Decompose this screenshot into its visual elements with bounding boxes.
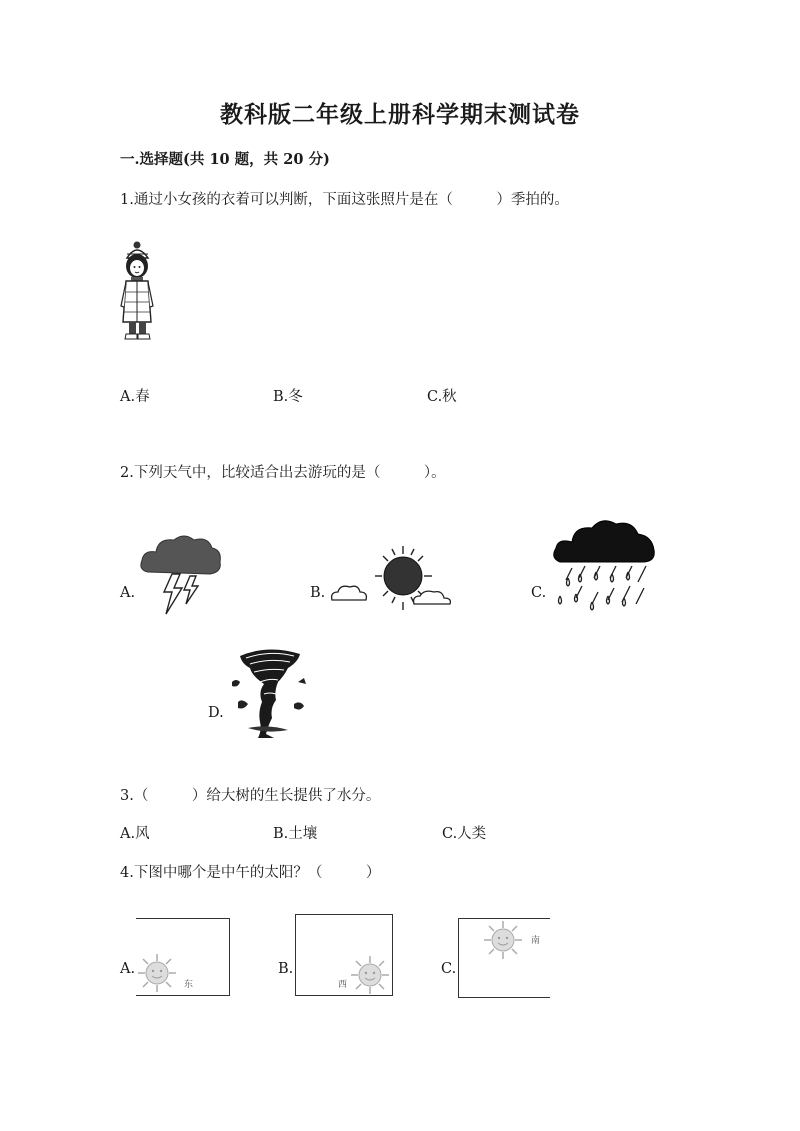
q3-option-a[interactable]: A.风: [120, 826, 150, 842]
girl-winter-image: [118, 240, 160, 342]
q4-option-c[interactable]: C.: [441, 961, 457, 977]
question-2: 2.下列天气中，比较适合出去游玩的是（ ）。: [120, 465, 446, 481]
direction-label-south: 南: [531, 936, 541, 946]
heavy-rain-icon: [552, 516, 658, 618]
section-heading: 一.选择题(共 10 题，共 20 分): [120, 151, 330, 168]
q2-option-a[interactable]: A.: [120, 585, 136, 601]
q2-option-d[interactable]: D.: [208, 705, 224, 721]
q2-option-c[interactable]: C.: [531, 585, 547, 601]
sun-icon: [350, 955, 390, 995]
q2-option-b[interactable]: B.: [310, 585, 326, 601]
q3-option-b[interactable]: B.土壤: [273, 826, 318, 842]
q1-option-c[interactable]: C.秋: [427, 389, 457, 405]
direction-label-east: 东: [184, 980, 194, 990]
q3-option-c[interactable]: C.人类: [442, 826, 487, 842]
tornado-icon: [228, 642, 312, 740]
sunny-icon: [328, 544, 452, 616]
sun-position-box-a: [136, 918, 230, 996]
question-3: 3.（ ）给大树的生长提供了水分。: [120, 788, 381, 804]
sun-position-box-c: [458, 918, 550, 998]
page-title: 教科版二年级上册科学期末测试卷: [220, 101, 580, 128]
direction-label-west: 西: [338, 980, 348, 990]
question-4: 4.下图中哪个是中午的太阳？（ ）: [120, 865, 381, 881]
question-1: 1.通过小女孩的衣着可以判断，下面这张照片是在（ ）季拍的。: [120, 192, 569, 208]
q1-option-a[interactable]: A.春: [120, 389, 150, 405]
thunderstorm-icon: [138, 532, 224, 620]
q4-option-b[interactable]: B.: [278, 961, 294, 977]
sun-icon: [137, 953, 177, 993]
q1-option-b[interactable]: B.冬: [273, 389, 303, 405]
sun-position-box-b: [295, 914, 393, 996]
q4-option-a[interactable]: A.: [120, 961, 136, 977]
sun-icon: [483, 920, 523, 960]
